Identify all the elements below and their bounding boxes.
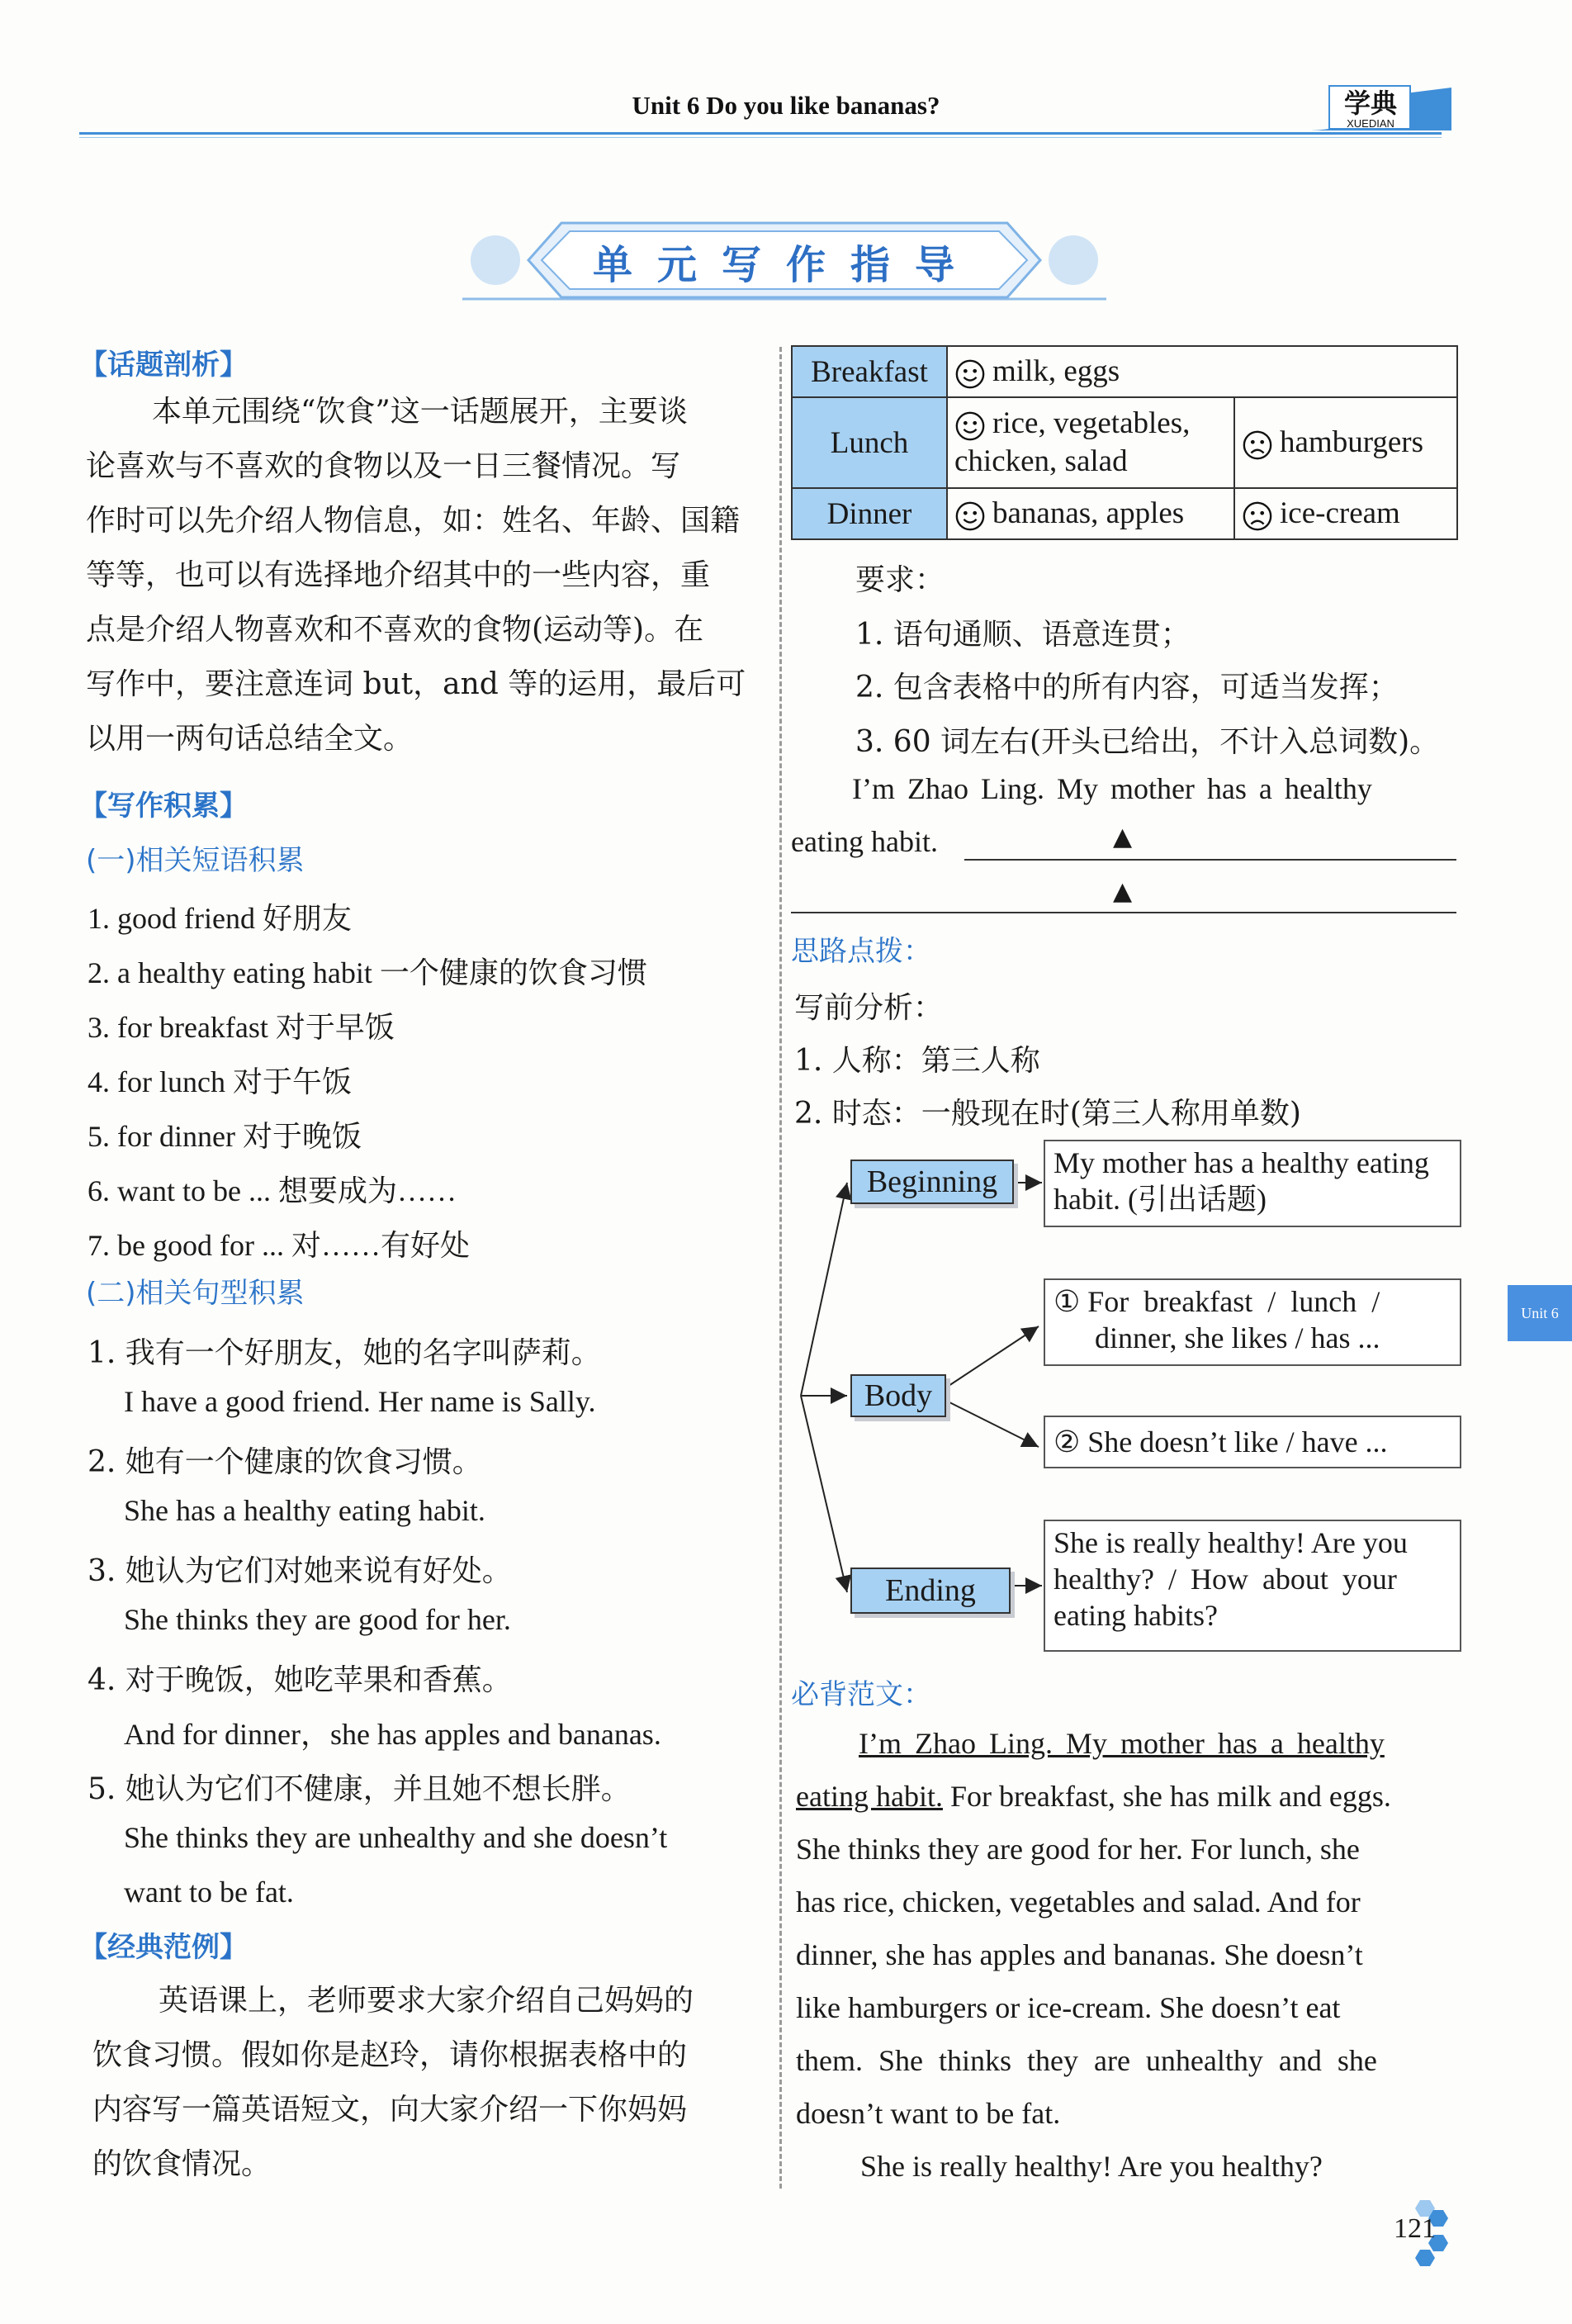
- topic-line: 作时可以先介绍人物信息，如：姓名、年龄、国籍: [86, 504, 741, 538]
- blank-marker: ▲: [1113, 877, 1133, 906]
- likes-cell: [947, 397, 1234, 488]
- ending-box-line: She is really healthy! Are you: [1054, 1526, 1408, 1559]
- phrase-item: 7. be good for ... 对……有好处: [88, 1229, 470, 1262]
- starter-sentence: I’m Zhao Ling. My mother has a healthy: [852, 772, 1372, 805]
- body-label: Body: [850, 1374, 946, 1417]
- meal-table: [791, 345, 1458, 540]
- table-row: [792, 346, 1457, 397]
- column-divider: [779, 347, 782, 2189]
- phrase-item: 5. for dinner 对于晚饭: [88, 1120, 362, 1153]
- model-text: For breakfast, she has milk and eggs.: [942, 1780, 1391, 1813]
- topic-line: 以用一两句话总结全文。: [86, 722, 414, 756]
- answer-blank: [791, 912, 1456, 913]
- tips-heading: 思路点拨：: [791, 935, 931, 968]
- model-heading: 必背范文：: [791, 1678, 931, 1711]
- table-row: [792, 397, 1457, 488]
- model-line: She is really healthy! Are you healthy?: [860, 2150, 1323, 2183]
- example-heading: 【经典范例】: [79, 1931, 248, 1964]
- model-line: has rice, chicken, vegetables and salad. And for: [796, 1885, 1361, 1918]
- body-box-line: ① For breakfast / lunch /: [1054, 1285, 1380, 1318]
- phrases-heading: (一)相关短语积累: [86, 844, 305, 877]
- frowning-face-icon: [1242, 500, 1273, 532]
- sentence-cn: 2. 她有一个健康的饮食习惯。: [88, 1445, 482, 1479]
- example-line: 内容写一篇英语短文，向大家介绍一下你妈妈: [92, 2093, 688, 2127]
- topic-line: 写作中，要注意连词 but，and 等的运用，最后可: [86, 667, 746, 701]
- phrase-item: 3. for breakfast 对于早饭: [88, 1011, 395, 1044]
- requirements-heading: 要求：: [855, 563, 945, 597]
- model-line: them. She thinks they are unhealthy and she: [796, 2044, 1377, 2077]
- sentence-cn: 5. 她认为它们不健康，并且她不想长胖。: [88, 1772, 631, 1806]
- likes-text: bananas, apples: [992, 496, 1185, 531]
- ending-box-line: eating habits?: [1054, 1599, 1218, 1632]
- header-rule-thin: [79, 137, 1442, 138]
- topic-line: 点是介绍人物喜欢和不喜欢的食物(运动等)。在: [86, 613, 704, 647]
- header-rule: [79, 132, 1442, 135]
- meal-label: Dinner: [792, 488, 947, 539]
- topic-line: 本单元围绕“饮食”这一话题展开，主要谈: [152, 395, 688, 429]
- sentence-cn: 1. 我有一个好朋友，她的名字叫萨莉。: [88, 1336, 601, 1370]
- topic-line: 等等，也可以有选择地介绍其中的一些内容，重: [86, 558, 711, 592]
- dislikes-text: ice-cream: [1280, 496, 1400, 531]
- topic-heading: 【话题剖析】: [79, 349, 248, 382]
- analysis-item: 2. 时态：一般现在时(第三人称用单数): [794, 1097, 1301, 1131]
- beginning-box-line: My mother has a healthy eating: [1054, 1146, 1429, 1179]
- meal-label: Lunch: [792, 397, 947, 488]
- example-line: 的饮食情况。: [92, 2147, 272, 2181]
- smiling-face-icon: [954, 358, 986, 390]
- topic-line: 论喜欢与不喜欢的食物以及一日三餐情况。写: [86, 449, 681, 483]
- sentence-en: want to be fat.: [124, 1876, 294, 1909]
- brand-name: 学典: [1343, 88, 1397, 119]
- page-number: 121: [1394, 2213, 1436, 2244]
- unit-side-tab: Unit 6: [1508, 1285, 1572, 1341]
- model-underlined-text: eating habit.: [796, 1780, 943, 1813]
- meal-label: Breakfast: [792, 346, 947, 397]
- requirement-item: 3. 60 词左右(开头已给出，不计入总词数)。: [855, 725, 1440, 759]
- ending-box-line: healthy? / How about your: [1054, 1563, 1397, 1596]
- model-line: like hamburgers or ice-cream. She doesn’t eat: [796, 1991, 1341, 2024]
- sentence-cn: 4. 对于晚饭，她吃苹果和香蕉。: [88, 1663, 512, 1697]
- smiling-face-icon: [954, 410, 986, 442]
- answer-blank: [964, 859, 1456, 861]
- dislikes-text: hamburgers: [1280, 425, 1423, 460]
- phrase-item: 6. want to be ... 想要成为……: [88, 1174, 457, 1207]
- ending-label: Ending: [850, 1568, 1011, 1614]
- pre-analysis-label: 写前分析：: [794, 991, 944, 1025]
- accumulation-heading: 【写作积累】: [79, 790, 248, 823]
- model-line: dinner, she has apples and bananas. She doesn’t: [796, 1938, 1363, 1971]
- likes-text: milk, eggs: [992, 354, 1120, 389]
- sentence-en: I have a good friend. Her name is Sally.: [124, 1385, 596, 1418]
- section-title: 单元写作指导: [592, 242, 979, 288]
- beginning-box-line: habit. (引出话题): [1054, 1183, 1267, 1216]
- running-header-title: Unit 6 Do you like bananas?: [632, 91, 940, 120]
- starter-sentence-cont: eating habit.: [791, 825, 938, 858]
- model-line: doesn’t want to be fat.: [796, 2097, 1061, 2130]
- phrase-item: 1. good friend 好朋友: [88, 902, 352, 935]
- phrase-item: 4. for lunch 对于午饭: [88, 1065, 352, 1098]
- likes-text: rice, vegetables, chicken, salad: [954, 406, 1191, 478]
- smiling-face-icon: [954, 500, 986, 532]
- analysis-item: 1. 人称：第三人称: [794, 1044, 1040, 1078]
- sentence-en: She thinks they are good for her.: [124, 1603, 511, 1636]
- body-box-dislikes: ② She doesn’t like / have ...: [1044, 1416, 1461, 1468]
- body-box-line: dinner, she likes / has ...: [1095, 1321, 1380, 1354]
- requirement-item: 2. 包含表格中的所有内容，可适当发挥；: [855, 671, 1399, 704]
- brand-subtitle: XUEDIAN: [1347, 117, 1394, 130]
- blank-marker: ▲: [1113, 823, 1133, 851]
- example-line: 英语课上，老师要求大家介绍自己妈妈的: [159, 1984, 694, 2018]
- likes-cell: [947, 488, 1234, 539]
- dislikes-cell: [1234, 488, 1457, 539]
- likes-cell: [947, 346, 1457, 397]
- beginning-box: [1044, 1140, 1461, 1227]
- sentence-cn: 3. 她认为它们对她来说有好处。: [88, 1554, 512, 1588]
- sentence-en: She thinks they are unhealthy and she doesn’t: [124, 1821, 668, 1854]
- beginning-label: Beginning: [850, 1160, 1014, 1204]
- dislikes-cell: [1234, 397, 1457, 488]
- example-line: 饮食习惯。假如你是赵玲，请你根据表格中的: [92, 2038, 688, 2072]
- sentences-heading: (二)相关句型积累: [86, 1277, 305, 1310]
- model-line: I’m Zhao Ling. My mother has a healthy: [859, 1727, 1385, 1760]
- table-row: [792, 488, 1457, 539]
- ending-box: [1044, 1520, 1461, 1652]
- sentence-en: She has a healthy eating habit.: [124, 1494, 485, 1527]
- sentence-en: And for dinner，she has apples and bananas.: [124, 1718, 661, 1751]
- model-line: [796, 1779, 1391, 1814]
- frowning-face-icon: [1242, 429, 1273, 461]
- body-box-likes: [1044, 1278, 1461, 1366]
- requirement-item: 1. 语句通顺、语意连贯；: [855, 618, 1191, 652]
- phrase-item: 2. a healthy eating habit 一个健康的饮食习惯: [88, 956, 647, 989]
- model-line: She thinks they are good for her. For lunch, she: [796, 1833, 1360, 1866]
